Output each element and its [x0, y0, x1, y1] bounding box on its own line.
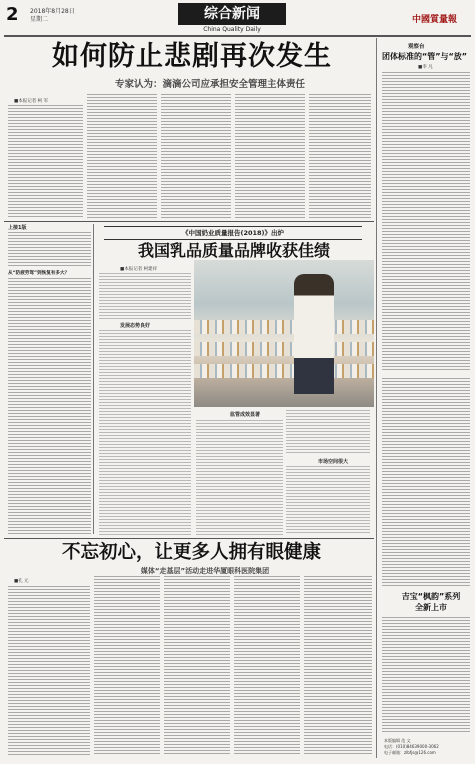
left-text-a — [8, 232, 91, 268]
main-subhead: 专家认为：滴滴公司应承担安全管理主体责任 — [114, 79, 305, 90]
sidebar-divider — [376, 38, 377, 758]
left-col-tag: 上接1版 — [8, 225, 27, 231]
photo-shelf-3 — [194, 364, 374, 378]
sidebar-feature-title-1: 吉宝“枫韵”系列 — [401, 592, 461, 601]
main-byline: ■本报记者 柯 军 — [14, 99, 49, 104]
footer-email: 电子邮箱：zlbfjs@126.com — [384, 750, 436, 755]
bottom-text-col-5 — [304, 576, 372, 756]
photo-shopper — [294, 274, 334, 394]
sidebar-text-c — [382, 617, 470, 732]
weekday: 星期二 — [30, 16, 49, 23]
dairy-text-col-2 — [196, 420, 283, 535]
bottom-text-col-1 — [8, 586, 90, 756]
left-col-subhead: 从“防疲劳驾”到恢复有多大？ — [8, 271, 70, 276]
sidebar-column-title: 团体标准的“管”与“放” — [382, 52, 468, 61]
date-line: 2018年8月28日 — [30, 8, 75, 15]
section-title: 综合新闻 — [178, 3, 286, 25]
sidebar-text-b — [382, 378, 470, 588]
dairy-subhead-1: 发展态势良好 — [120, 323, 151, 329]
main-text-col-1 — [8, 105, 83, 218]
left-text-b — [8, 278, 91, 534]
main-headline: 如何防止悲剧再次发生 — [52, 41, 332, 72]
dairy-subhead-2: 监管成效显著 — [230, 412, 261, 418]
left-col-divider — [93, 224, 94, 534]
bottom-text-col-2 — [94, 576, 160, 756]
main-text-col-2 — [87, 94, 157, 218]
main-text-col-5 — [309, 94, 371, 218]
dairy-headline: 我国乳品质量品牌收获佳绩 — [137, 241, 330, 260]
dairy-byline: ■本报记者 柯建祥 — [120, 267, 158, 272]
sidebar-column-byline: ■李 凡 — [418, 65, 433, 70]
footer-editor: 本版编辑 范 文 — [384, 738, 411, 743]
bottom-headline: 不忘初心，让更多人拥有眼健康 — [62, 542, 322, 563]
bottom-text-col-3 — [164, 576, 230, 756]
bottom-byline: ■孔 元 — [14, 579, 29, 584]
dairy-text-col-1a — [99, 330, 191, 418]
photo-shelf-2 — [194, 342, 374, 356]
main-text-col-4 — [235, 94, 305, 218]
dairy-text-col-3a — [286, 410, 370, 455]
footer-phone: 电话：(010)84639000-3062 — [384, 744, 439, 749]
main-story-rule — [4, 221, 374, 222]
dairy-text-col-1b — [99, 420, 191, 535]
page-number: 2 — [6, 4, 19, 25]
bottom-subhead: 媒体“走基层”活动走进华厦眼科医院集团 — [140, 567, 270, 575]
newspaper-logo: 中國質量報 — [412, 15, 458, 25]
dairy-kicker-box — [104, 226, 362, 240]
bottom-text-col-4 — [234, 576, 300, 756]
dairy-text-col-3b — [286, 466, 370, 535]
photo-shelf-1 — [194, 320, 374, 334]
masthead-rule — [4, 35, 471, 37]
supermarket-photo — [194, 260, 374, 407]
dairy-text-intro — [99, 273, 191, 320]
sidebar-column-label: 观察台 — [408, 44, 425, 50]
dairy-subhead-3: 市场空间很大 — [318, 459, 349, 465]
main-text-col-3 — [161, 94, 231, 218]
dairy-kicker: 《中国奶业质量报告(2018)》出炉 — [181, 229, 285, 237]
sidebar-feature-title-2: 全新上市 — [415, 603, 447, 612]
dairy-story-rule — [4, 538, 374, 539]
sidebar-text-a — [382, 72, 470, 372]
section-subtitle: China Quality Daily — [203, 26, 261, 33]
